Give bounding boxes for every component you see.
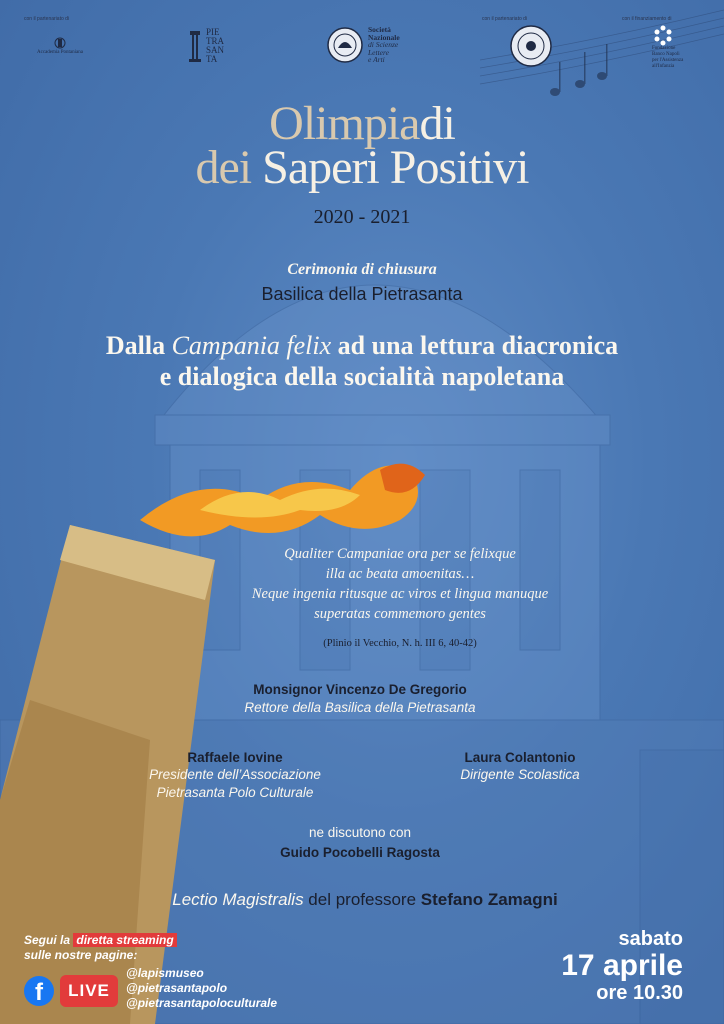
partner-caption-left: con il partenariato di xyxy=(24,16,70,22)
speaker-main-name: Monsignor Vincenzo De Gregorio xyxy=(253,682,467,697)
event-subtitle: Dalla Campania felix ad una lettura diacronica e dialogica della socialità napoletana xyxy=(105,331,619,391)
venue-label: Basilica della Pietrasanta xyxy=(261,284,463,304)
event-date: sabato 17 aprile ore 10.30 xyxy=(561,928,683,1004)
societa-seal-icon xyxy=(326,26,364,64)
title-line-2: dei Saperi Positivi xyxy=(195,141,529,194)
discussion-label: ne discutono con xyxy=(308,825,412,840)
handle-lapismuseo: @lapismuseo xyxy=(126,966,204,980)
accademia-pontaniana-logo: Accademia Pontaniana xyxy=(30,36,90,56)
pietrasanta-column-icon xyxy=(188,29,202,63)
speaker-main-role: Rettore della Basilica della Pietrasanta xyxy=(244,700,476,715)
pietrasanta-logo: PIE TRA SAN TA xyxy=(188,28,238,64)
live-badge: LIVE xyxy=(60,975,118,1007)
pontaniana-emblem-icon xyxy=(53,36,67,50)
university-seal-logo xyxy=(508,24,554,68)
speaker-right-name: Laura Colantonio xyxy=(464,750,576,765)
handle-pietrasantapoloculturale: @pietrasantapoloculturale xyxy=(126,996,278,1010)
social-handles xyxy=(126,966,277,1011)
edition-years: 2020 - 2021 xyxy=(313,206,411,228)
banco-napoli-dots-icon xyxy=(652,24,674,46)
discussion-name: Guido Pocobelli Ragosta xyxy=(280,845,440,860)
title-line-1: Olimpiadi xyxy=(269,97,455,150)
ceremony-label: Cerimonia di chiusura xyxy=(287,261,437,278)
partner-caption-right: con il partenariato di xyxy=(482,16,528,22)
quote-citation: (Plinio il Vecchio, N. h. III 6, 40-42) xyxy=(323,638,477,649)
speaker-left-name: Raffaele Iovine xyxy=(187,750,283,765)
speaker-right-role: Dirigente Scolastica xyxy=(460,767,580,782)
societa-nazionale-logo: Società Nazionale di Scienze Lettere e Arti xyxy=(326,26,416,64)
handle-pietrasantapolo: @pietrasantapolo xyxy=(126,981,228,995)
funding-caption: con il finanziamento di xyxy=(622,16,672,22)
university-seal-icon xyxy=(509,24,553,68)
fondazione-banco-napoli-logo: Fondazione Banco Napoli per l'Assistenza all'Infanzia xyxy=(652,24,714,70)
streaming-info: Segui la diretta streaming sulle nostre pagine: xyxy=(24,933,177,963)
facebook-icon: f xyxy=(24,976,54,1006)
speaker-left-role: Presidente dell’Associazione Pietrasanta Polo Culturale xyxy=(149,767,321,800)
latin-quote: Qualiter Campaniae ora per se felixque illa ac beata amoenitas… Neque ingenia ritusque ac viros et lingua manuque superatas commemoro gentes xyxy=(251,546,549,622)
lectio-magistralis: Lectio Magistralis del professore Stefano Zamagni xyxy=(172,890,558,909)
